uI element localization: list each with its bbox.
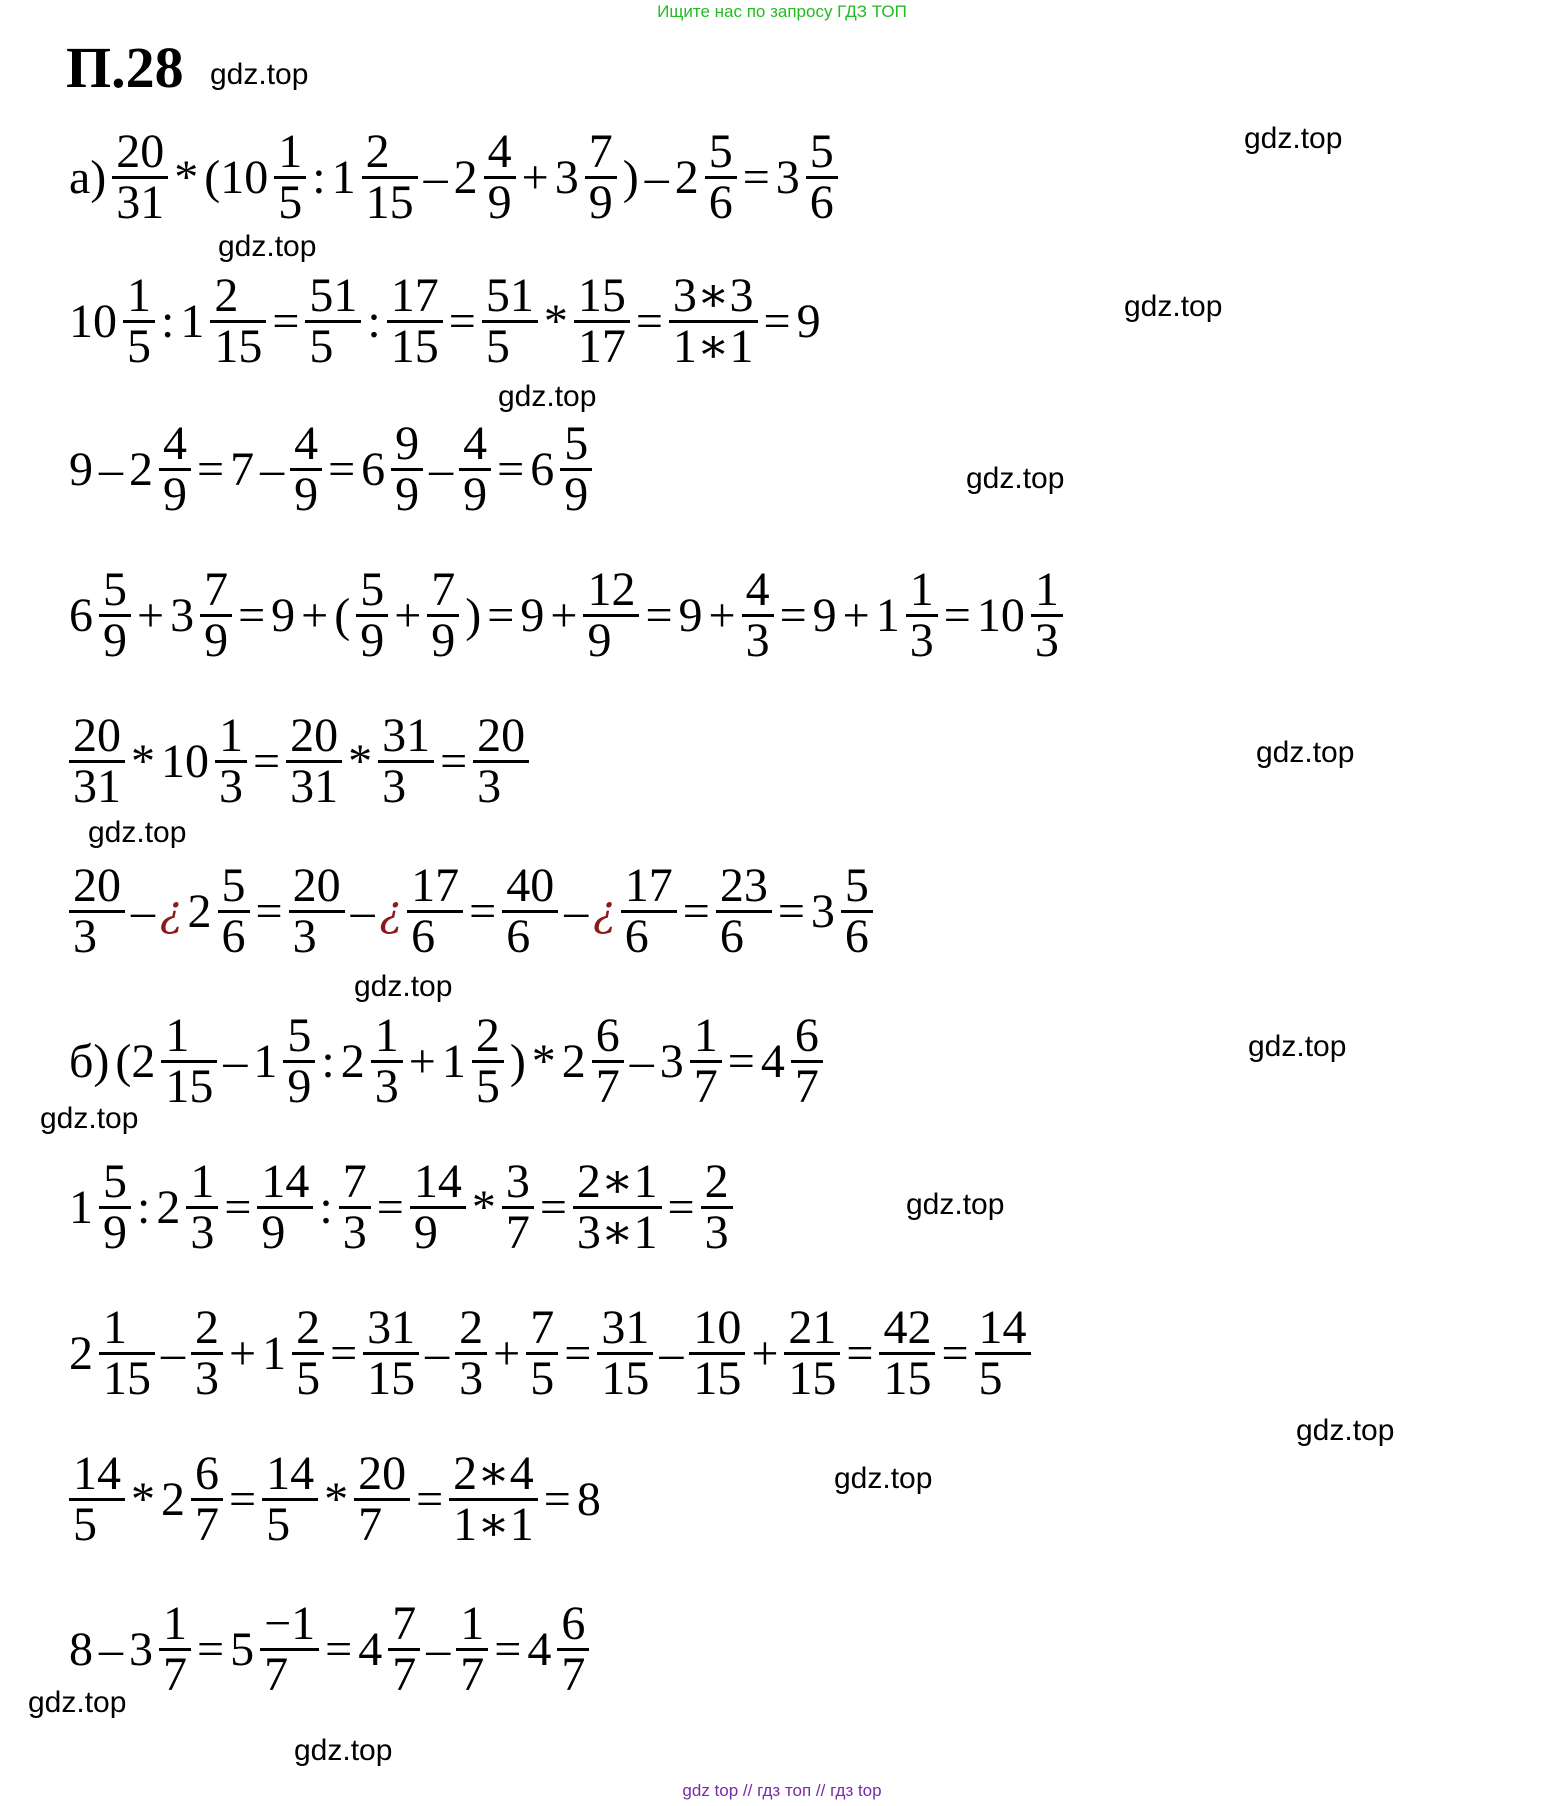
watermark: gdz.top <box>906 1188 1005 1221</box>
term: = <box>497 443 525 496</box>
watermark: gdz.top <box>28 1686 127 1719</box>
term: + <box>229 1327 257 1380</box>
term: : <box>312 151 326 204</box>
term: : <box>367 295 381 348</box>
part-b-step-2 <box>66 1301 1034 1405</box>
term: = <box>727 1035 755 1088</box>
watermark: gdz.top <box>834 1462 933 1495</box>
fraction: $\frac{7}{9}$ <box>200 566 232 665</box>
fraction: $\frac{7}{3}$ <box>339 1158 371 1257</box>
term: – <box>260 443 285 496</box>
fraction: $\frac{14}{9}$ <box>410 1158 466 1257</box>
term: 2 <box>453 151 478 204</box>
term: = <box>539 1181 567 1234</box>
term: 6 <box>361 443 386 496</box>
fraction: $\frac{12}{9}$ <box>583 566 639 665</box>
term: = <box>416 1473 444 1526</box>
fraction: 5 6 <box>841 862 873 961</box>
fraction: $\frac{2}{15}$ <box>210 272 266 371</box>
fraction: $\frac{51}{5}$ <box>305 272 361 371</box>
term: = <box>469 885 497 938</box>
part-a-label: а) <box>69 151 107 204</box>
term: – <box>223 1035 248 1088</box>
term: 2 <box>161 1473 185 1526</box>
fraction: 2 3 <box>455 1304 487 1403</box>
term: 1 <box>180 295 205 348</box>
term: 8 <box>576 1473 601 1526</box>
term: – <box>629 1035 654 1088</box>
part-a-step-4 <box>66 709 532 813</box>
term: = <box>238 589 266 642</box>
term: : <box>161 295 175 348</box>
watermark: gdz.top <box>1244 122 1343 155</box>
term: : <box>321 1035 335 1088</box>
term: 9 <box>678 589 703 642</box>
term: = <box>255 885 283 938</box>
fraction: $\frac{5}{6}$ <box>705 128 737 227</box>
watermark: gdz.top <box>1248 1030 1347 1063</box>
fraction: $\frac{21}{15}$ <box>784 1304 840 1403</box>
term: – <box>423 151 448 204</box>
watermark: gdz.top <box>1296 1414 1395 1447</box>
term: = <box>941 1327 969 1380</box>
term: 9 <box>796 295 821 348</box>
fraction: 1 15 <box>99 1304 155 1403</box>
term: (10 <box>204 151 269 204</box>
fraction: $\frac{15}{17}$ <box>574 272 630 371</box>
term: * <box>324 1473 349 1526</box>
fraction: 2 5 <box>472 1012 504 1111</box>
fraction: 1 15 <box>161 1012 217 1111</box>
term: = <box>224 1181 252 1234</box>
term: 2 <box>156 1181 181 1234</box>
term: ( <box>334 589 351 642</box>
term: = <box>635 295 663 348</box>
term: 10 <box>161 735 209 788</box>
term: = <box>330 1327 358 1380</box>
term: 9 <box>69 443 93 496</box>
fraction: 10 15 <box>689 1304 745 1403</box>
term: – <box>659 1327 684 1380</box>
inverted-question-mark: ¿ <box>379 887 403 936</box>
fraction: 6 7 <box>557 1600 589 1699</box>
term: + <box>521 151 549 204</box>
term: 7 <box>230 443 255 496</box>
fraction: 5 9 <box>283 1012 315 1111</box>
term: = <box>682 885 710 938</box>
fraction: 5 9 <box>356 566 388 665</box>
part-b-step-1 <box>66 1155 736 1259</box>
term: * <box>131 1473 155 1526</box>
term: = <box>376 1181 404 1234</box>
term: 2 <box>187 885 212 938</box>
term: = <box>543 1473 571 1526</box>
watermark: gdz.top <box>1256 736 1355 769</box>
part-a-step-1 <box>66 269 824 373</box>
fraction: $\frac{1}{7}$ <box>159 1600 191 1699</box>
watermark: gdz.top <box>966 462 1065 495</box>
fraction: $\frac{1}{3}$ <box>906 566 938 665</box>
fraction: $\frac{23}{6}$ <box>716 862 772 961</box>
fraction: $\frac{20}{31}$ <box>286 712 342 811</box>
term: = <box>777 885 805 938</box>
term: 2 <box>340 1035 365 1088</box>
fraction: 2 15 <box>362 128 418 227</box>
term: 6 <box>530 443 555 496</box>
fraction: $\frac{14}{5}$ <box>975 1304 1031 1403</box>
part-b-step-3 <box>66 1447 604 1551</box>
term: + <box>751 1327 779 1380</box>
watermark: gdz.top <box>354 970 453 1003</box>
fraction: 20 3 <box>69 862 125 961</box>
term: * <box>543 295 568 348</box>
term: 2 <box>561 1035 586 1088</box>
term: = <box>846 1327 874 1380</box>
term: 6 <box>69 589 93 642</box>
fraction: $\frac{3∗3}{1∗1}$ <box>669 272 758 371</box>
part-b-task <box>66 1009 826 1113</box>
watermark: gdz.top <box>40 1102 139 1135</box>
term: = <box>448 295 476 348</box>
fraction: 1 3 <box>1031 566 1063 665</box>
fraction: $\frac{6}{7}$ <box>191 1450 223 1549</box>
part-a-step-3 <box>66 563 1066 667</box>
bottom-banner: gdz top // гдз топ // гдз top <box>682 1781 882 1800</box>
term: 9 <box>271 589 296 642</box>
term: 3 <box>554 151 579 204</box>
term: 2 <box>69 1327 93 1380</box>
fraction: $\frac{42}{15}$ <box>879 1304 935 1403</box>
part-a-step-2 <box>66 417 595 521</box>
term: = <box>272 295 300 348</box>
fraction: 6 7 <box>592 1012 624 1111</box>
fraction: $\frac{40}{6}$ <box>502 862 558 961</box>
fraction: 14 5 <box>69 1450 125 1549</box>
fraction: 1 5 <box>274 128 306 227</box>
term: 1 <box>875 589 900 642</box>
term: 9 <box>520 589 545 642</box>
fraction: $\frac{4}{3}$ <box>742 566 774 665</box>
term: = <box>494 1623 522 1676</box>
term: * <box>531 1035 556 1088</box>
term: (2 <box>115 1035 156 1088</box>
term: – <box>564 885 589 938</box>
fraction: 20 31 <box>69 712 125 811</box>
term: = <box>253 735 281 788</box>
term: = <box>943 589 971 642</box>
page-title: П.28 <box>66 35 184 100</box>
term: + <box>408 1035 436 1088</box>
term: + <box>842 589 870 642</box>
watermark: gdz.top <box>498 380 597 413</box>
term: : <box>319 1181 333 1234</box>
inverted-question-mark: ¿ <box>160 887 183 936</box>
term: = <box>564 1327 592 1380</box>
fraction: 6 7 <box>791 1012 823 1111</box>
fraction: $\frac{20}{7}$ <box>354 1450 410 1549</box>
term: + <box>137 589 165 642</box>
watermark: gdz.top <box>1124 290 1223 323</box>
part-b-step-4 <box>66 1597 592 1701</box>
watermark: gdz.top <box>294 1734 393 1767</box>
term: = <box>229 1473 257 1526</box>
term: 2 <box>674 151 699 204</box>
term: = <box>197 443 225 496</box>
term: * <box>471 1181 496 1234</box>
term: 9 <box>812 589 837 642</box>
term: 3 <box>170 589 195 642</box>
part-b-label: б) <box>69 1035 110 1088</box>
term: = <box>197 1623 225 1676</box>
fraction: $\frac{31}{3}$ <box>378 712 434 811</box>
term: 3 <box>810 885 835 938</box>
fraction: $\frac{7}{5}$ <box>526 1304 558 1403</box>
fraction: $\frac{-1}{7}$ <box>260 1600 319 1699</box>
fraction: $\frac{31}{15}$ <box>363 1304 419 1403</box>
term: – <box>429 443 454 496</box>
term: + <box>394 589 422 642</box>
part-a-task <box>66 125 841 229</box>
term: 3 <box>659 1035 684 1088</box>
term: + <box>708 589 736 642</box>
fraction: $\frac{2}{5}$ <box>292 1304 324 1403</box>
term: * <box>174 151 199 204</box>
fraction: $\frac{14}{9}$ <box>257 1158 313 1257</box>
fraction: 7 9 <box>585 128 617 227</box>
fraction: 5 9 <box>99 566 131 665</box>
term: ) <box>509 1035 526 1088</box>
fraction: $\frac{31}{15}$ <box>597 1304 653 1403</box>
term: – <box>350 885 375 938</box>
term: 4 <box>760 1035 785 1088</box>
term: 3 <box>775 151 800 204</box>
term: = <box>779 589 807 642</box>
term: = <box>328 443 356 496</box>
fraction: $\frac{2∗1}{3∗1}$ <box>573 1158 662 1257</box>
term: 10 <box>976 589 1025 642</box>
fraction: 1 3 <box>371 1012 403 1111</box>
fraction: 7 7 <box>388 1600 420 1699</box>
term: ) <box>465 589 482 642</box>
fraction: $\frac{51}{5}$ <box>482 272 538 371</box>
fraction: 20 31 <box>112 128 168 227</box>
watermark: gdz.top <box>210 58 309 91</box>
fraction: $\frac{14}{5}$ <box>262 1450 318 1549</box>
term: 1 <box>69 1181 93 1234</box>
term: = <box>667 1181 695 1234</box>
fraction: $\frac{1}{7}$ <box>456 1600 488 1699</box>
term: 4 <box>527 1623 552 1676</box>
term: 1 <box>331 151 356 204</box>
term: + <box>493 1327 521 1380</box>
fraction: 2 3 <box>191 1304 223 1403</box>
fraction: 5 6 <box>806 128 838 227</box>
term: * <box>348 735 373 788</box>
fraction: $\frac{4}{9}$ <box>459 420 491 519</box>
term: 1 <box>262 1327 287 1380</box>
term: = <box>325 1623 353 1676</box>
term: ) <box>622 151 639 204</box>
fraction: $\frac{3}{7}$ <box>502 1158 534 1257</box>
fraction: $\frac{17}{6}$ <box>621 862 677 961</box>
fraction: 5 9 <box>99 1158 131 1257</box>
term: = <box>487 589 515 642</box>
top-banner: Ищите нас по запросу ГДЗ ТОП <box>657 2 907 21</box>
fraction: 5 9 <box>560 420 592 519</box>
fraction: $\frac{17}{15}$ <box>387 272 443 371</box>
term: + <box>301 589 329 642</box>
fraction: $\frac{1}{3}$ <box>215 712 247 811</box>
fraction: 4 9 <box>484 128 516 227</box>
watermark: gdz.top <box>88 816 187 849</box>
term: – <box>426 1623 451 1676</box>
term: 5 <box>230 1623 255 1676</box>
term: = <box>742 151 770 204</box>
term: = <box>645 589 673 642</box>
term: – <box>99 1623 123 1676</box>
fraction: $\frac{1}{7}$ <box>690 1012 722 1111</box>
fraction: $\frac{4}{9}$ <box>159 420 191 519</box>
term: * <box>131 735 155 788</box>
fraction: $\frac{7}{9}$ <box>427 566 459 665</box>
inverted-question-mark: ¿ <box>593 887 616 936</box>
term: 2 <box>129 443 153 496</box>
term: 10 <box>69 295 117 348</box>
term: 3 <box>129 1623 153 1676</box>
watermark: gdz.top <box>218 230 317 263</box>
term: 4 <box>358 1623 383 1676</box>
term: = <box>763 295 791 348</box>
term: – <box>425 1327 450 1380</box>
term: 8 <box>69 1623 93 1676</box>
term: 1 <box>441 1035 466 1088</box>
fraction: $\frac{1}{3}$ <box>186 1158 218 1257</box>
fraction: $\frac{20}{3}$ <box>473 712 529 811</box>
fraction: $\frac{17}{6}$ <box>407 862 463 961</box>
part-a-step-5 <box>66 859 876 963</box>
fraction: $\frac{20}{3}$ <box>289 862 345 961</box>
term: – <box>644 151 669 204</box>
fraction: $\frac{2}{3}$ <box>701 1158 733 1257</box>
fraction: 1 5 <box>123 272 155 371</box>
term: – <box>131 885 155 938</box>
term: + <box>550 589 578 642</box>
term: 1 <box>253 1035 278 1088</box>
fraction: 9 9 <box>391 420 423 519</box>
fraction: $\frac{4}{9}$ <box>290 420 322 519</box>
term: : <box>137 1181 151 1234</box>
term: – <box>161 1327 185 1380</box>
fraction: $\frac{2∗4}{1∗1}$ <box>449 1450 538 1549</box>
term: = <box>440 735 468 788</box>
term: – <box>99 443 123 496</box>
fraction: $\frac{5}{6}$ <box>218 862 250 961</box>
